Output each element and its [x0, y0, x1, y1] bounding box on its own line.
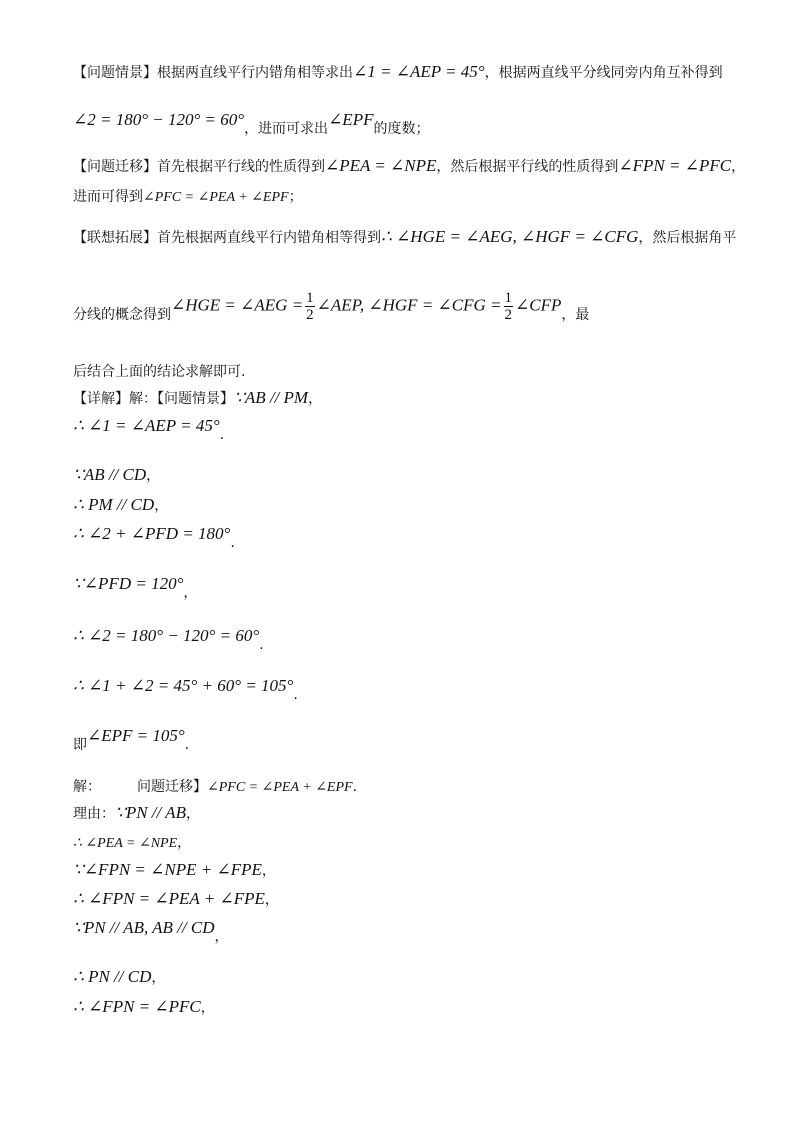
math-expression: ∵∠PFD = 120°	[73, 574, 184, 593]
solution-line-17: ∴ ∠FPN = ∠PFC，	[73, 997, 215, 1016]
solution-line-12: ∴ ∠PEA = ∠NPE，	[73, 835, 192, 851]
solution-line-13: ∵∠FPN = ∠NPE + ∠FPE，	[73, 860, 276, 879]
math-expression: ∴ PM // CD	[73, 495, 155, 514]
math-expression: ∠2 = 180° − 120° = 60°	[73, 110, 245, 129]
fraction-one-half: $\frac{1}{2}$	[504, 290, 512, 323]
math-expression: ∴ ∠2 = 180° − 120° = 60°	[73, 626, 260, 645]
section-tag-extension: 【联想拓展】	[73, 230, 157, 246]
solution-line-3: ∵AB // CD，	[73, 465, 161, 484]
analysis-line-2: ∠2 = 180° − 120° = 60°，进而可求出∠EPF的度数；	[73, 110, 430, 137]
math-expression: ∵AB // CD	[73, 465, 147, 484]
section-tag-problem-scenario: 【问题情景】	[73, 65, 157, 81]
analysis-line-3: 【问题迁移】首先根据平行线的性质得到∠PEA = ∠NPE，然后根据平行线的性质得到∠FPN = ∠PFC，	[73, 156, 746, 175]
math-expression: ∵AB // PM	[234, 388, 309, 407]
solution-line-5: ∴ ∠2 + ∠PFD = 180°.	[73, 524, 235, 551]
solution-line-14: ∴ ∠FPN = ∠PEA + ∠FPE，	[73, 889, 279, 908]
math-expression: ∠FPN = ∠PFC	[618, 156, 732, 175]
solution-line-6: ∵∠PFD = 120°，	[73, 574, 198, 601]
math-expression: ∠PFC = ∠PEA + ∠EPF	[207, 780, 353, 795]
solution-line-10: 解： 问题迁移】∠PFC = ∠PEA + ∠EPF.	[73, 779, 358, 795]
analysis-line-5: 【联想拓展】首先根据两直线平行内错角相等得到∴ ∠HGE = ∠AEG, ∠HGF = ∠CFG，然后根据角平	[73, 227, 737, 246]
math-expression: ∠PFC = ∠PEA + ∠EPF	[143, 190, 289, 205]
math-expression: ∠CFP	[515, 295, 562, 315]
math-expression: ∴ ∠1 = ∠AEP = 45°	[73, 416, 220, 435]
solution-line-11: 理由：∵PN // AB，	[73, 803, 200, 822]
solution-line-16: ∴ PN // CD，	[73, 967, 166, 986]
math-expression: ∴ ∠HGE = ∠AEG, ∠HGF = ∠CFG	[381, 227, 639, 246]
solution-line-1: 【详解】解：【问题情景】∵AB // PM，	[73, 388, 323, 407]
analysis-line-6: 分线的概念得到∠HGE = ∠AEG = $\frac{1}{2}$ ∠AEP, ∠HGF = ∠CFG = $\frac{1}{2}$ ∠CFP，最	[73, 290, 590, 323]
math-expression: ∠AEP, ∠HGF = ∠CFG =	[316, 295, 502, 315]
math-expression: ∴ ∠PEA = ∠NPE	[73, 836, 178, 851]
solution-line-9: 即∠EPF = 105°.	[73, 726, 190, 753]
math-expression: ∴ ∠2 + ∠PFD = 180°	[73, 524, 231, 543]
math-expression: ∴ ∠FPN = ∠PEA + ∠FPE	[73, 889, 265, 908]
section-tag-detailed-solution: 【详解】解：【问题情景】	[73, 391, 234, 407]
math-expression: ∵∠FPN = ∠NPE + ∠FPE	[73, 860, 262, 879]
math-expression: ∴ PN // CD	[73, 967, 152, 986]
math-expression: ∴ ∠1 + ∠2 = 45° + 60° = 105°	[73, 676, 294, 695]
math-expression: ∠PEA = ∠NPE	[325, 156, 437, 175]
solution-line-4: ∴ PM // CD，	[73, 495, 169, 514]
section-tag-problem-transfer: 问题迁移】	[137, 779, 207, 795]
math-expression: ∠EPF = 105°	[87, 726, 185, 745]
fraction-one-half: $\frac{1}{2}$	[306, 290, 314, 323]
math-expression: ∴ ∠FPN = ∠PFC	[73, 997, 201, 1016]
math-expression: ∠1 = ∠AEP = 45°	[353, 62, 485, 81]
analysis-line-4: 进而可得到∠PFC = ∠PEA + ∠EPF；	[73, 189, 303, 205]
solution-line-8: ∴ ∠1 + ∠2 = 45° + 60° = 105°.	[73, 676, 298, 703]
analysis-line-7: 后结合上面的结论求解即可.	[73, 364, 246, 380]
math-expression: ∵PN // AB, AB // CD	[73, 918, 215, 937]
solution-line-7: ∴ ∠2 = 180° − 120° = 60°.	[73, 626, 264, 653]
analysis-line-1: 【问题情景】根据两直线平行内错角相等求出∠1 = ∠AEP = 45°，根据两直线平分线同旁内角互补得到	[73, 62, 723, 81]
solution-line-15: ∵PN // AB, AB // CD，	[73, 918, 229, 945]
math-expression: ∠HGE = ∠AEG =	[171, 295, 304, 315]
math-expression: ∠EPF	[328, 110, 374, 129]
section-tag-problem-transfer: 【问题迁移】	[73, 159, 157, 175]
solution-line-2: ∴ ∠1 = ∠AEP = 45°.	[73, 416, 225, 443]
math-expression: ∵PN // AB	[115, 803, 186, 822]
